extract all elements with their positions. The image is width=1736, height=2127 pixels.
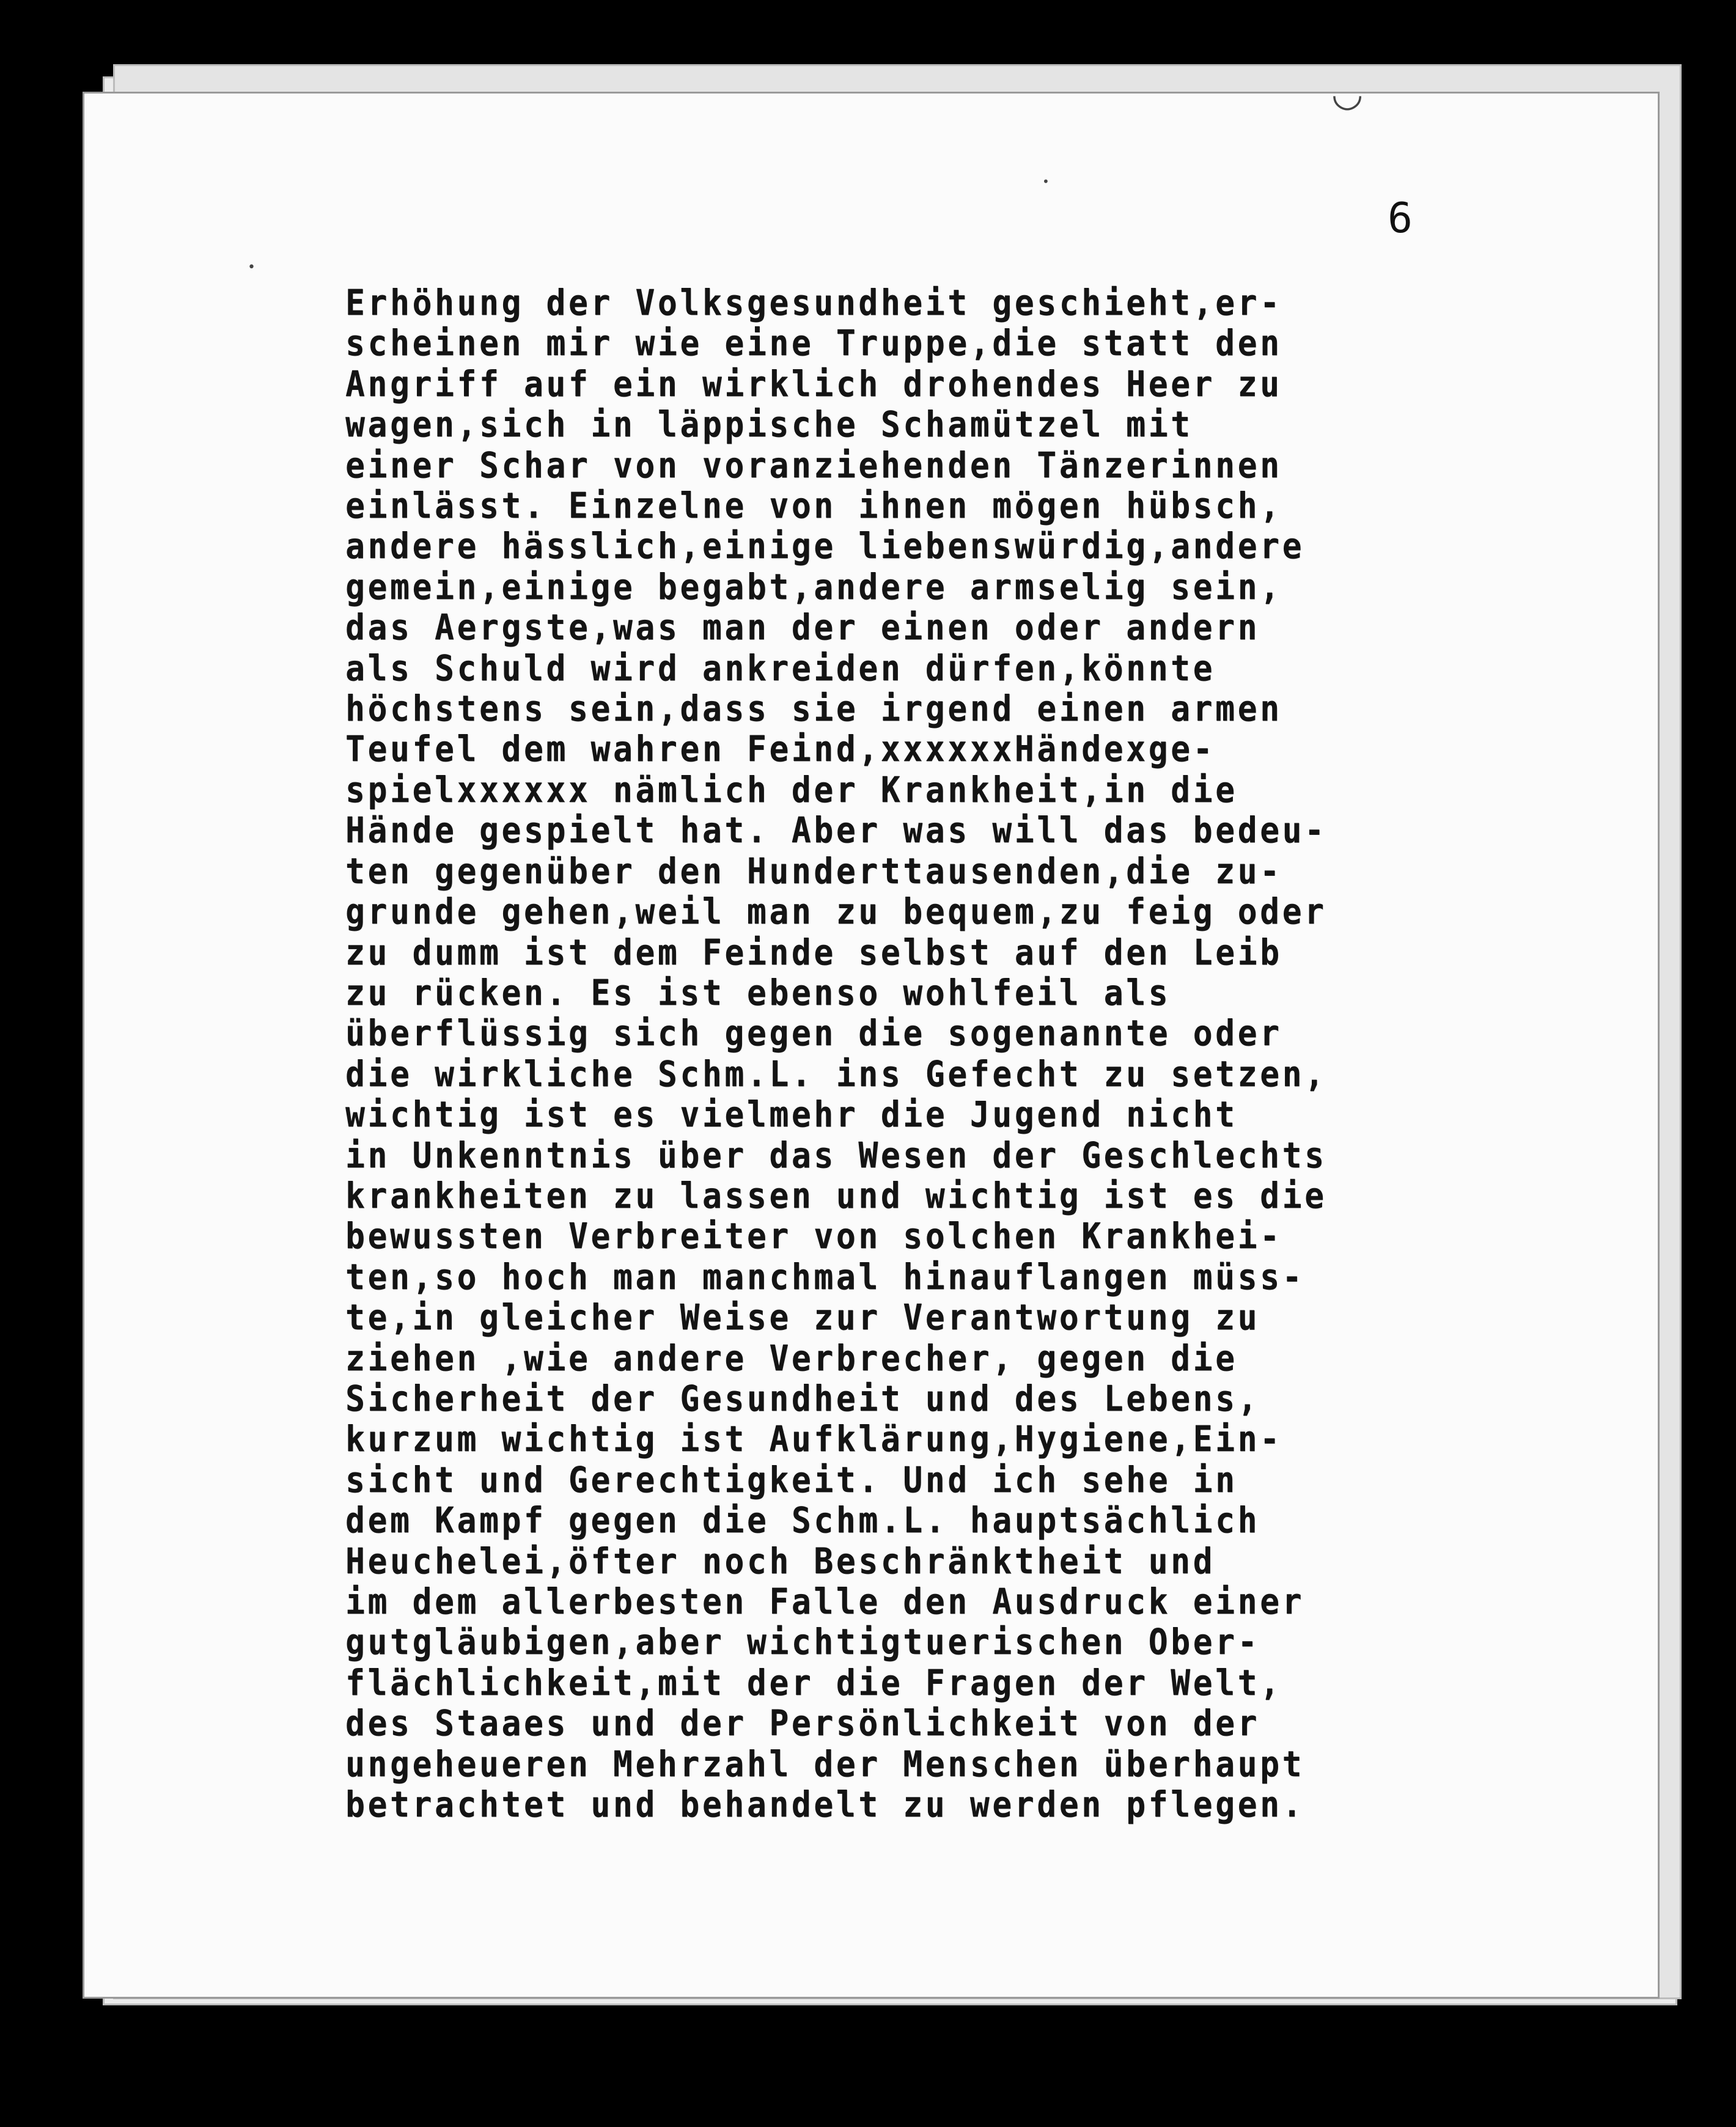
text-line: scheinen mir wie eine Truppe,die statt den (345, 322, 1282, 364)
text-line: wichtig ist es vielmehr die Jugend nicht (345, 1093, 1238, 1136)
text-line: das Aergste,was man der einen oder andern (345, 606, 1260, 648)
speck: • (1042, 174, 1050, 189)
text-line: gutgläubigen,aber wichtigtuerischen Ober- (345, 1621, 1260, 1663)
text-line: kurzum wichtig ist Aufklärung,Hygiene,Ein- (345, 1418, 1282, 1460)
speck: • (248, 260, 256, 275)
text-line: gemein,einige begabt,andere armselig sein, (345, 565, 1282, 608)
text-line: krankheiten zu lassen und wichtig ist es die (345, 1174, 1327, 1216)
pen-mark: ◡ (1331, 72, 1364, 115)
text-line: betrachtet und behandelt zu werden pflegen. (345, 1784, 1305, 1826)
text-line: höchstens sein,dass sie irgend einen armen (345, 688, 1282, 730)
text-line: Hände gespielt hat. Aber was will das bedeu- (345, 809, 1327, 851)
text-line: in Unkenntnis über das Wesen der Geschlechts (345, 1134, 1327, 1176)
text-line: te,in gleicher Weise zur Verantwortung zu (345, 1296, 1260, 1339)
text-line: andere hässlich,einige liebenswürdig,andere (345, 525, 1305, 567)
text-line: ungeheueren Mehrzahl der Menschen überhaupt (345, 1743, 1305, 1785)
text-line: überflüssig sich gegen die sogenannte oder (345, 1012, 1282, 1054)
text-line: grunde gehen,weil man zu bequem,zu feig oder (345, 891, 1327, 933)
text-line: einlässt. Einzelne von ihnen mögen hübsch, (345, 485, 1282, 527)
text-line: Sicherheit der Gesundheit und des Lebens, (345, 1377, 1260, 1419)
text-line: bewussten Verbreiter von solchen Krankhei- (345, 1215, 1282, 1257)
text-line: Angriff auf ein wirklich drohendes Heer zu (345, 362, 1282, 405)
text-line: die wirkliche Schm.L. ins Gefecht zu setzen, (345, 1052, 1327, 1095)
text-line: zu dumm ist dem Feinde selbst auf den Leib (345, 931, 1282, 973)
text-line: Teufel dem wahren Feind,xxxxxxHändexge- (345, 728, 1216, 770)
text-line: als Schuld wird ankreiden dürfen,könnte (345, 647, 1216, 689)
text-line: flächlichkeit,mit der die Fragen der Welt, (345, 1661, 1282, 1703)
text-line: wagen,sich in läppische Schamützel mit (345, 403, 1193, 446)
text-line: Heuchelei,öfter noch Beschränktheit und (345, 1540, 1216, 1582)
text-line: einer Schar von voranziehenden Tänzerinnen (345, 444, 1282, 486)
text-line: ziehen ,wie andere Verbrecher, gegen die (345, 1337, 1238, 1379)
typed-text-body (345, 282, 1623, 1824)
text-line: im dem allerbesten Falle den Ausdruck einer (345, 1581, 1305, 1622)
text-line: ten gegenüber den Hunderttausenden,die zu- (345, 850, 1282, 892)
text-line: Erhöhung der Volksgesundheit geschieht,er- (345, 282, 1282, 323)
page-number: 6 (1388, 194, 1413, 243)
text-line: zu rücken. Es ist ebenso wohlfeil als (345, 971, 1171, 1013)
text-line: dem Kampf gegen die Schm.L. hauptsächlich (345, 1499, 1260, 1541)
text-line: spielxxxxxx nämlich der Krankheit,in die (345, 768, 1238, 810)
text-line: des Staaes und der Persönlichkeit von der (345, 1702, 1260, 1744)
text-line: ten,so hoch man manchmal hinauflangen müss- (345, 1255, 1305, 1298)
text-line: sicht und Gerechtigkeit. Und ich sehe in (345, 1458, 1238, 1501)
